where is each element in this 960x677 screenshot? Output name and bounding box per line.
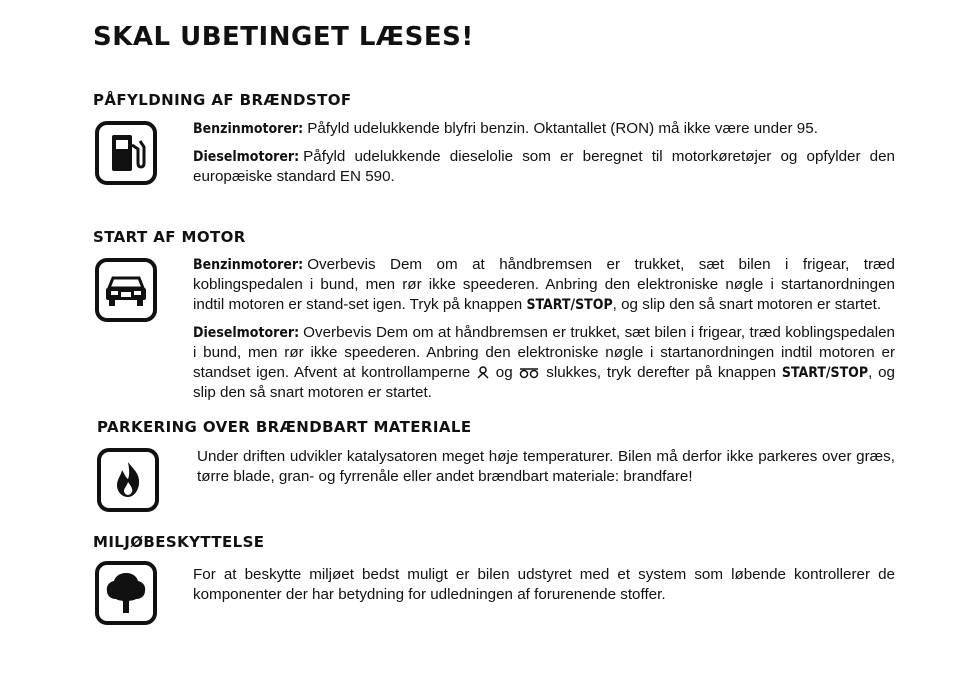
section-title-start: START AF MOTOR <box>93 228 246 246</box>
section-title-environment: MILJØBESKYTTELSE <box>93 533 265 551</box>
start-stop-button-name-2: START/STOP <box>781 365 869 381</box>
glow-plug-icon <box>518 367 540 379</box>
refuel-diesel-text: Påfyld udelukkende dieselolie som er beregnet til motorkøretøjer og opfylder den europæiske standard EN 590. <box>193 148 895 185</box>
refuel-text <box>193 119 895 195</box>
diesel-label: Dieselmotorer: <box>193 325 300 341</box>
environment-paragraph: For at beskytte miljøet bedst muligt er bilen udstyret med et system som løbende kontrollerer de komponenter der har betydning for udledningen af forurenende stoffer. <box>193 566 895 603</box>
tree-icon <box>95 561 157 625</box>
start-text <box>193 255 895 411</box>
start-petrol-text-2: , og slip den så snart motoren er startet. <box>612 296 882 313</box>
environment-text <box>193 565 895 613</box>
key-warning-icon <box>476 365 490 379</box>
start-diesel-text-1: Overbevis Dem om at håndbremsen er trukket, sæt bilen i frigear, træd koblingspedalen i bund, men rør ikke speederen. Anbring den elektroniske nøgle i startanordningen indtil motoren er standset igen. Afvent at kontrollamperne <box>193 324 895 381</box>
refuel-petrol-text: Påfyld udelukkende blyfri benzin. Oktantallet (RON) må ikke være under 95. <box>307 120 818 137</box>
start-diesel-text-2: slukkes, tryk derefter på knappen <box>546 364 777 381</box>
parking-paragraph: Under driften udvikler katalysatoren meget høje temperaturer. Bilen må derfor ikke parkeres over græs, tørre blade, gran- og fyrrenåle eller andet brændbart materiale: brandfare! <box>197 448 895 485</box>
car-front-icon <box>95 258 157 322</box>
section-title-refuel: PÅFYLDNING AF BRÆNDSTOF <box>93 91 352 109</box>
parking-text <box>197 447 895 495</box>
start-diesel-text-3: , og slip den så snart motoren er startet. <box>193 364 895 401</box>
diesel-label: Dieselmotorer: <box>193 149 300 165</box>
petrol-label: Benzinmotorer: <box>193 257 304 273</box>
section-title-parking: PARKERING OVER BRÆNDBART MATERIALE <box>97 418 472 436</box>
start-petrol-text-1: Overbevis Dem om at håndbremsen er trukket, sæt bilen i frigear, træd koblingspedalen i bund, men rør ikke speederen. Anbring den elektroniske nøgle i startanordningen indtil motoren er stand-set igen. Tryk på knappen <box>193 256 895 313</box>
start-diesel-text-og: og <box>495 364 513 381</box>
start-stop-button-name: START/STOP <box>526 297 613 313</box>
petrol-label: Benzinmotorer: <box>193 121 304 137</box>
fuel-pump-icon <box>95 121 157 185</box>
flame-icon <box>97 448 159 512</box>
page-title: SKAL UBETINGET LÆSES! <box>93 22 474 52</box>
